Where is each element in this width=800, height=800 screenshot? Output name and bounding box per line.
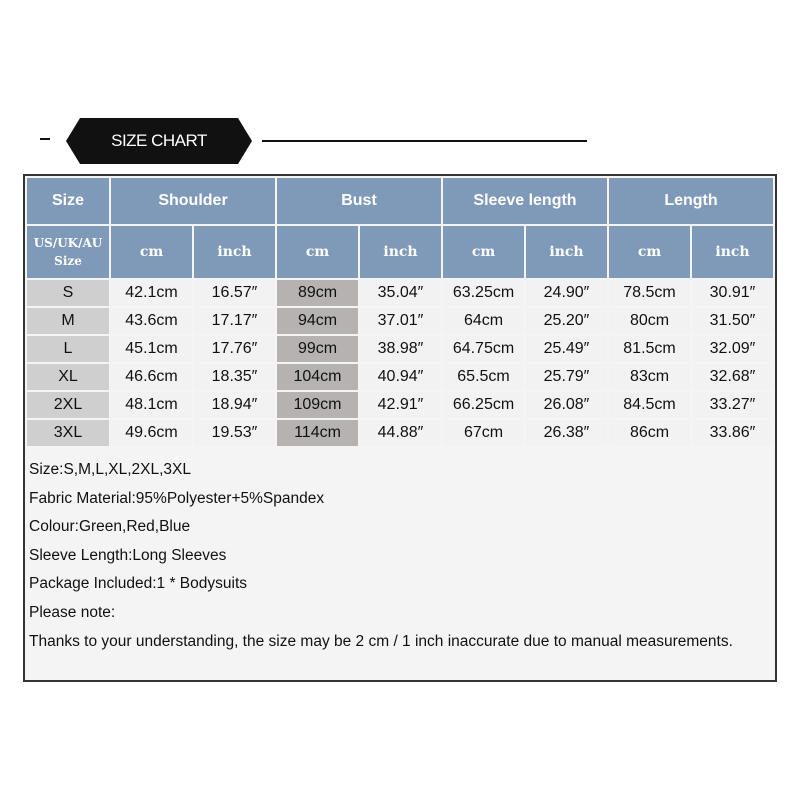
table-cell: 78.5cm bbox=[609, 280, 690, 306]
table-cell: 64.75cm bbox=[443, 336, 524, 362]
table-cell: 49.6cm bbox=[111, 420, 192, 446]
banner-ribbon bbox=[66, 118, 252, 164]
table-cell: 46.6cm bbox=[111, 364, 192, 390]
table-cell: 66.25cm bbox=[443, 392, 524, 418]
table-cell: 43.6cm bbox=[111, 308, 192, 334]
table-cell: 35.04″ bbox=[360, 280, 441, 306]
header-sleeve-length: Sleeve length bbox=[443, 178, 607, 224]
table-cell: 65.5cm bbox=[443, 364, 524, 390]
table-cell: 89cm bbox=[277, 280, 358, 306]
unit-header: inch bbox=[692, 226, 773, 278]
size-header-label: Size bbox=[54, 254, 82, 268]
table-cell: 33.27″ bbox=[692, 392, 773, 418]
table-cell: 114cm bbox=[277, 420, 358, 446]
table-cell: 48.1cm bbox=[111, 392, 192, 418]
table-cell: 42.1cm bbox=[111, 280, 192, 306]
banner-title: SIZE CHART bbox=[111, 131, 207, 150]
table-cell: 33.86″ bbox=[692, 420, 773, 446]
banner-dash bbox=[40, 138, 50, 140]
note-sizes: Size:S,M,L,XL,2XL,3XL bbox=[29, 461, 191, 478]
table-cell: 32.09″ bbox=[692, 336, 773, 362]
table-cell: 94cm bbox=[277, 308, 358, 334]
size-chart-banner bbox=[0, 110, 800, 170]
size-header-region: US/UK/AU bbox=[33, 236, 103, 250]
note-please-note: Please note: bbox=[29, 603, 116, 621]
table-cell: 64cm bbox=[443, 308, 524, 334]
note-colour: Colour:Green,Red,Blue bbox=[29, 518, 191, 536]
size-cell: 2XL bbox=[27, 392, 109, 418]
size-cell: M bbox=[27, 308, 109, 334]
table-cell: 44.88″ bbox=[360, 420, 441, 446]
table-cell: 45.1cm bbox=[111, 336, 192, 362]
table-cell: 17.76″ bbox=[194, 336, 275, 362]
table-cell: 38.98″ bbox=[360, 336, 441, 362]
header-length: Length bbox=[609, 178, 773, 224]
table-cell: 80cm bbox=[609, 308, 690, 334]
header-bust: Bust bbox=[277, 178, 441, 224]
unit-header: cm bbox=[111, 226, 192, 278]
size-cell: XL bbox=[27, 364, 109, 390]
header-us-uk-au-size bbox=[27, 226, 109, 278]
table-row bbox=[27, 308, 773, 334]
table-cell: 26.38″ bbox=[526, 420, 607, 446]
product-notes bbox=[29, 456, 769, 656]
note-disclaimer: Thanks to your understanding, the size may be 2 cm / 1 inch inaccurate due to manual measurements. bbox=[29, 632, 733, 650]
table-cell: 67cm bbox=[443, 420, 524, 446]
table-cell: 19.53″ bbox=[194, 420, 275, 446]
unit-header: cm bbox=[277, 226, 358, 278]
header-shoulder: Shoulder bbox=[111, 178, 275, 224]
table-cell: 37.01″ bbox=[360, 308, 441, 334]
table-cell: 25.49″ bbox=[526, 336, 607, 362]
table-row bbox=[27, 392, 773, 418]
table-cell: 40.94″ bbox=[360, 364, 441, 390]
note-sleeve: Sleeve Length:Long Sleeves bbox=[29, 546, 227, 564]
table-row bbox=[27, 280, 773, 306]
table-cell: 99cm bbox=[277, 336, 358, 362]
table-row bbox=[27, 336, 773, 362]
size-cell: L bbox=[27, 336, 109, 362]
table-cell: 31.50″ bbox=[692, 308, 773, 334]
table-cell: 18.35″ bbox=[194, 364, 275, 390]
table-cell: 84.5cm bbox=[609, 392, 690, 418]
unit-header: inch bbox=[526, 226, 607, 278]
size-table bbox=[25, 176, 775, 448]
table-row bbox=[27, 364, 773, 390]
table-cell: 25.20″ bbox=[526, 308, 607, 334]
size-chart-frame bbox=[23, 174, 777, 682]
group-header-row bbox=[27, 178, 773, 224]
table-cell: 83cm bbox=[609, 364, 690, 390]
size-cell: 3XL bbox=[27, 420, 109, 446]
note-package: Package Included:1 * Bodysuits bbox=[29, 575, 247, 593]
table-cell: 18.94″ bbox=[194, 392, 275, 418]
table-cell: 26.08″ bbox=[526, 392, 607, 418]
note-fabric: Fabric Material:95%Polyester+5%Spandex bbox=[29, 489, 325, 507]
table-cell: 30.91″ bbox=[692, 280, 773, 306]
table-cell: 104cm bbox=[277, 364, 358, 390]
table-cell: 109cm bbox=[277, 392, 358, 418]
table-cell: 32.68″ bbox=[692, 364, 773, 390]
unit-header: cm bbox=[609, 226, 690, 278]
size-cell: S bbox=[27, 280, 109, 306]
header-size: Size bbox=[27, 178, 109, 224]
table-cell: 63.25cm bbox=[443, 280, 524, 306]
table-cell: 86cm bbox=[609, 420, 690, 446]
unit-header-row bbox=[27, 226, 773, 278]
unit-header: inch bbox=[360, 226, 441, 278]
unit-header: cm bbox=[443, 226, 524, 278]
table-cell: 24.90″ bbox=[526, 280, 607, 306]
table-row bbox=[27, 420, 773, 446]
table-cell: 81.5cm bbox=[609, 336, 690, 362]
banner-rule bbox=[262, 140, 587, 142]
unit-header: inch bbox=[194, 226, 275, 278]
table-cell: 25.79″ bbox=[526, 364, 607, 390]
table-cell: 17.17″ bbox=[194, 308, 275, 334]
table-cell: 42.91″ bbox=[360, 392, 441, 418]
table-cell: 16.57″ bbox=[194, 280, 275, 306]
